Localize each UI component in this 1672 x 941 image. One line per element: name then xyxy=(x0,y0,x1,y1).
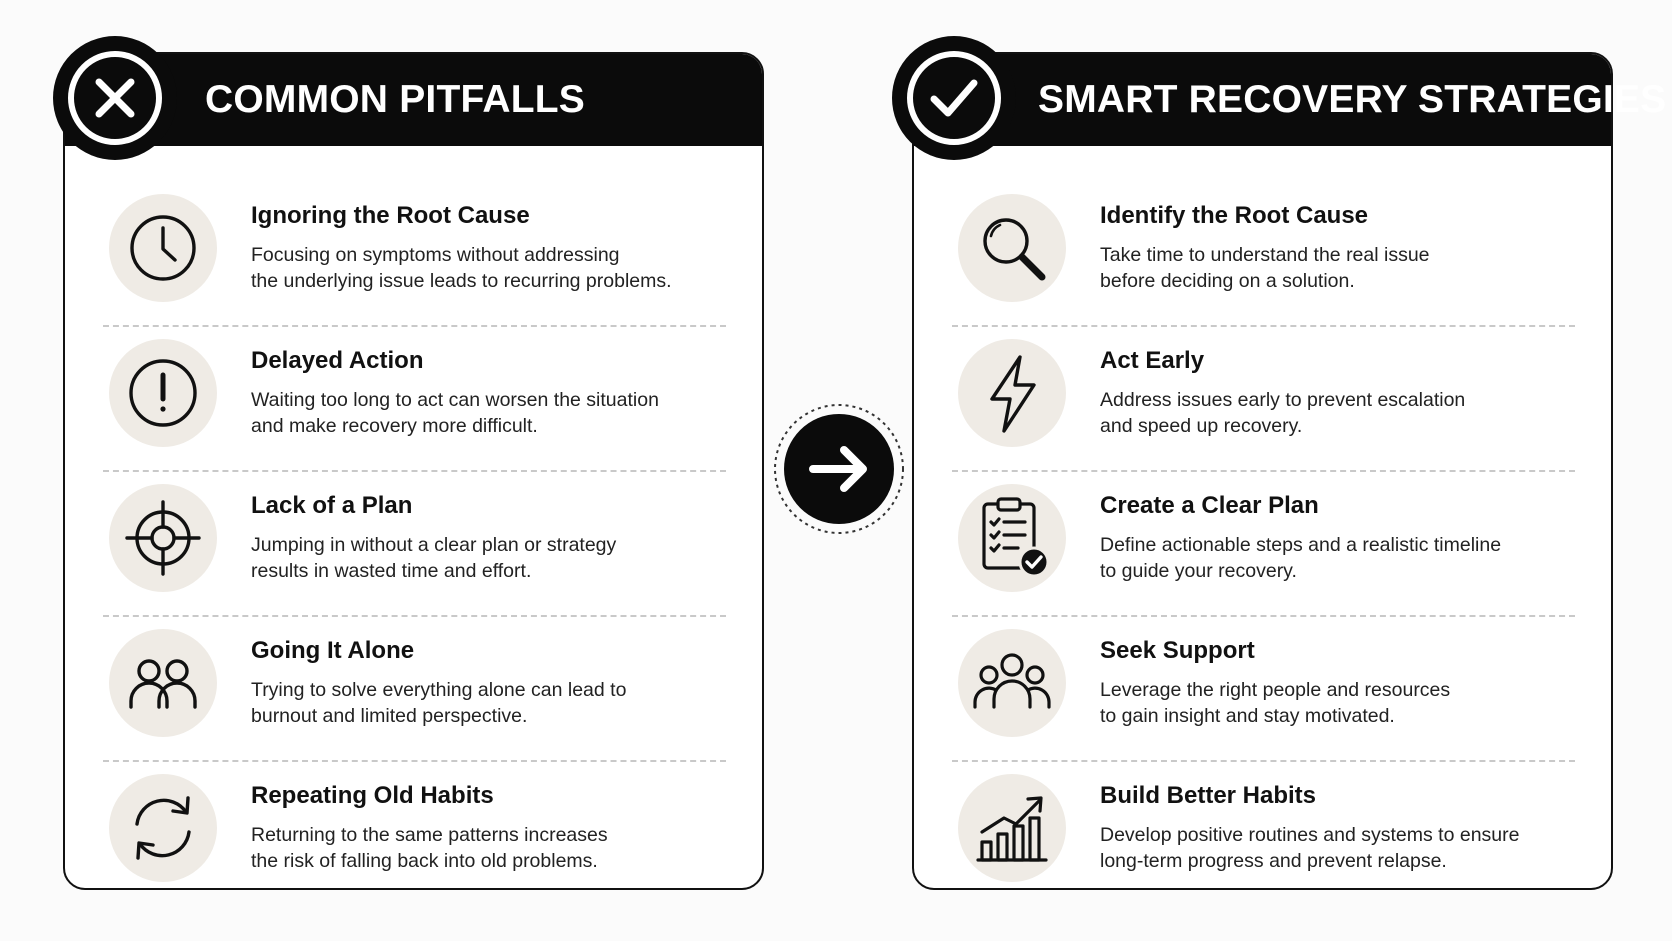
list-item xyxy=(103,762,726,907)
arrow-right-icon xyxy=(773,403,905,535)
item-title: Act Early xyxy=(1100,347,1205,374)
item-description: Returning to the same patterns increases the risk of falling back into old problems. xyxy=(251,824,608,872)
list-item xyxy=(103,472,726,617)
item-description: Jumping in without a clear plan or strategy results in wasted time and effort. xyxy=(251,534,617,582)
item-description: Waiting too long to act can worsen the situation and make recovery more difficult. xyxy=(251,389,659,437)
item-title: Going It Alone xyxy=(251,637,415,664)
group-icon xyxy=(958,629,1066,737)
list-item xyxy=(103,327,726,472)
strategies-title: SMART RECOVERY STRATEGIES xyxy=(1038,78,1667,121)
magnifier-icon xyxy=(958,194,1066,302)
item-description: Define actionable steps and a realistic timeline to guide your recovery. xyxy=(1100,534,1502,582)
pitfalls-list xyxy=(103,182,726,907)
item-title: Create a Clear Plan xyxy=(1100,492,1319,519)
item-title: Build Better Habits xyxy=(1100,782,1317,809)
checkmark-icon xyxy=(892,36,1016,160)
crosshair-icon xyxy=(109,484,217,592)
growth-chart-icon xyxy=(958,774,1066,882)
item-title: Ignoring the Root Cause xyxy=(251,202,530,229)
list-item xyxy=(103,617,726,762)
item-description: Address issues early to prevent escalation and speed up recovery. xyxy=(1100,389,1466,437)
item-description: Focusing on symptoms without addressing the underlying issue leads to recurring problems. xyxy=(251,244,672,292)
item-description: Leverage the right people and resources to gain insight and stay motivated. xyxy=(1100,679,1451,727)
list-item xyxy=(952,472,1575,617)
item-title: Lack of a Plan xyxy=(251,492,413,519)
item-description: Trying to solve everything alone can lead to burnout and limited perspective. xyxy=(251,679,627,727)
item-title: Delayed Action xyxy=(251,347,424,374)
pitfalls-title: COMMON PITFALLS xyxy=(205,78,585,121)
clipboard-check-icon xyxy=(958,484,1066,592)
list-item xyxy=(952,762,1575,907)
strategies-list xyxy=(952,182,1575,907)
list-item xyxy=(952,617,1575,762)
x-icon xyxy=(53,36,177,160)
item-title: Repeating Old Habits xyxy=(251,782,494,809)
refresh-icon xyxy=(109,774,217,882)
strategies-panel xyxy=(912,52,1667,890)
lightning-icon xyxy=(958,339,1066,447)
item-description: Develop positive routines and systems to ensure long-term progress and prevent relapse. xyxy=(1100,824,1520,872)
strategies-header xyxy=(914,54,1667,146)
list-item xyxy=(952,182,1575,327)
pitfalls-panel xyxy=(63,52,764,890)
item-description: Take time to understand the real issue before deciding on a solution. xyxy=(1100,244,1430,292)
clock-icon xyxy=(109,194,217,302)
item-title: Seek Support xyxy=(1100,637,1255,664)
item-title: Identify the Root Cause xyxy=(1100,202,1369,229)
two-people-icon xyxy=(109,629,217,737)
list-item xyxy=(952,327,1575,472)
exclamation-icon xyxy=(109,339,217,447)
list-item xyxy=(103,182,726,327)
